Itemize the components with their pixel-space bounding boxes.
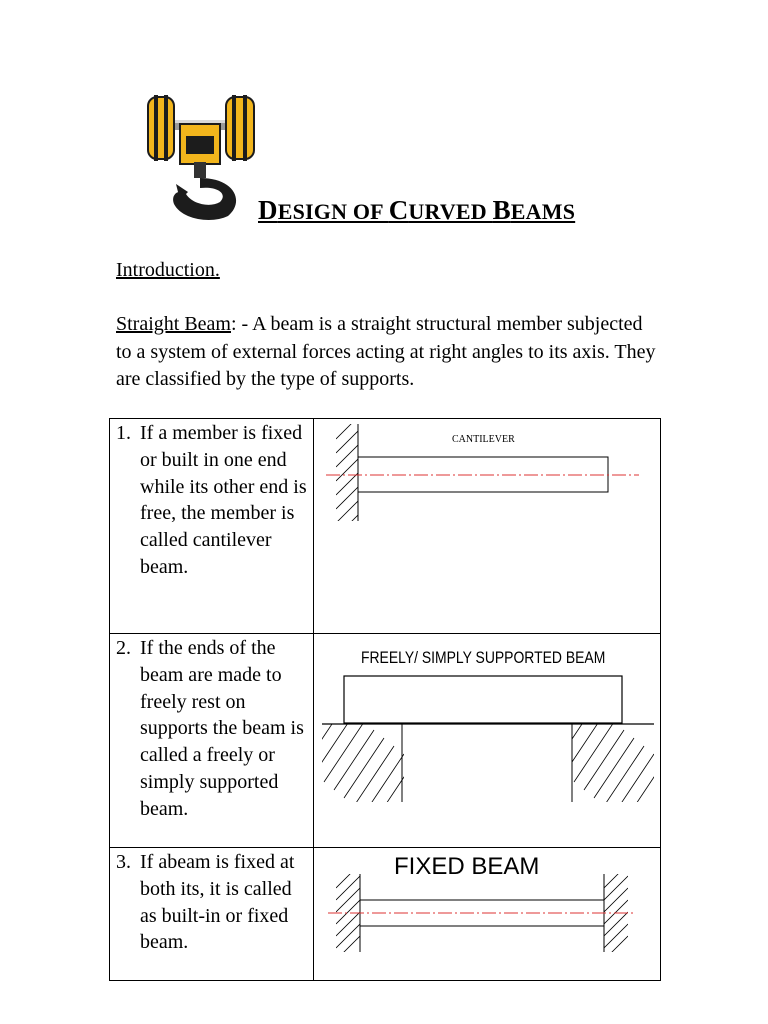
page-title: DESIGN OF CURVED BEAMS [258,195,576,225]
crane-hook-image [140,92,265,222]
straight-beam-text: : - A beam is a straight structural member subjected to a system of external forces acting at right angles to its axis. They are classified by the type of supports. [116,313,656,390]
table-row-fixed [110,847,660,980]
description-cell: 2. If the ends of the beam are made to freely rest on supports the beam is called a freely or simply supported beam. [110,634,314,847]
cantilever-figure [314,419,660,633]
simply-supported-figure [314,634,660,847]
table-row-cantilever [110,419,660,633]
fixed-beam-label: FIXED BEAM [394,853,540,880]
simply-supported-label: FREELY/ SIMPLY SUPPORTED BEAM [361,648,606,668]
straight-beam-term: Straight Beam [116,313,231,335]
straight-beam-paragraph [116,311,656,394]
fixed-beam-figure [314,848,660,980]
cantilever-label: CANTILEVER [452,434,515,445]
description-cell: 1. If a member is fixed or built in one end while its other end is free, the member is called cantilever beam. [110,419,314,633]
introduction-heading: Introduction. [116,259,220,281]
description-cell: 3. If abeam is fixed at both its, it is called as built-in or fixed beam. [110,848,314,980]
table-row-simply-supported [110,633,660,847]
beam-types-table [109,418,661,981]
